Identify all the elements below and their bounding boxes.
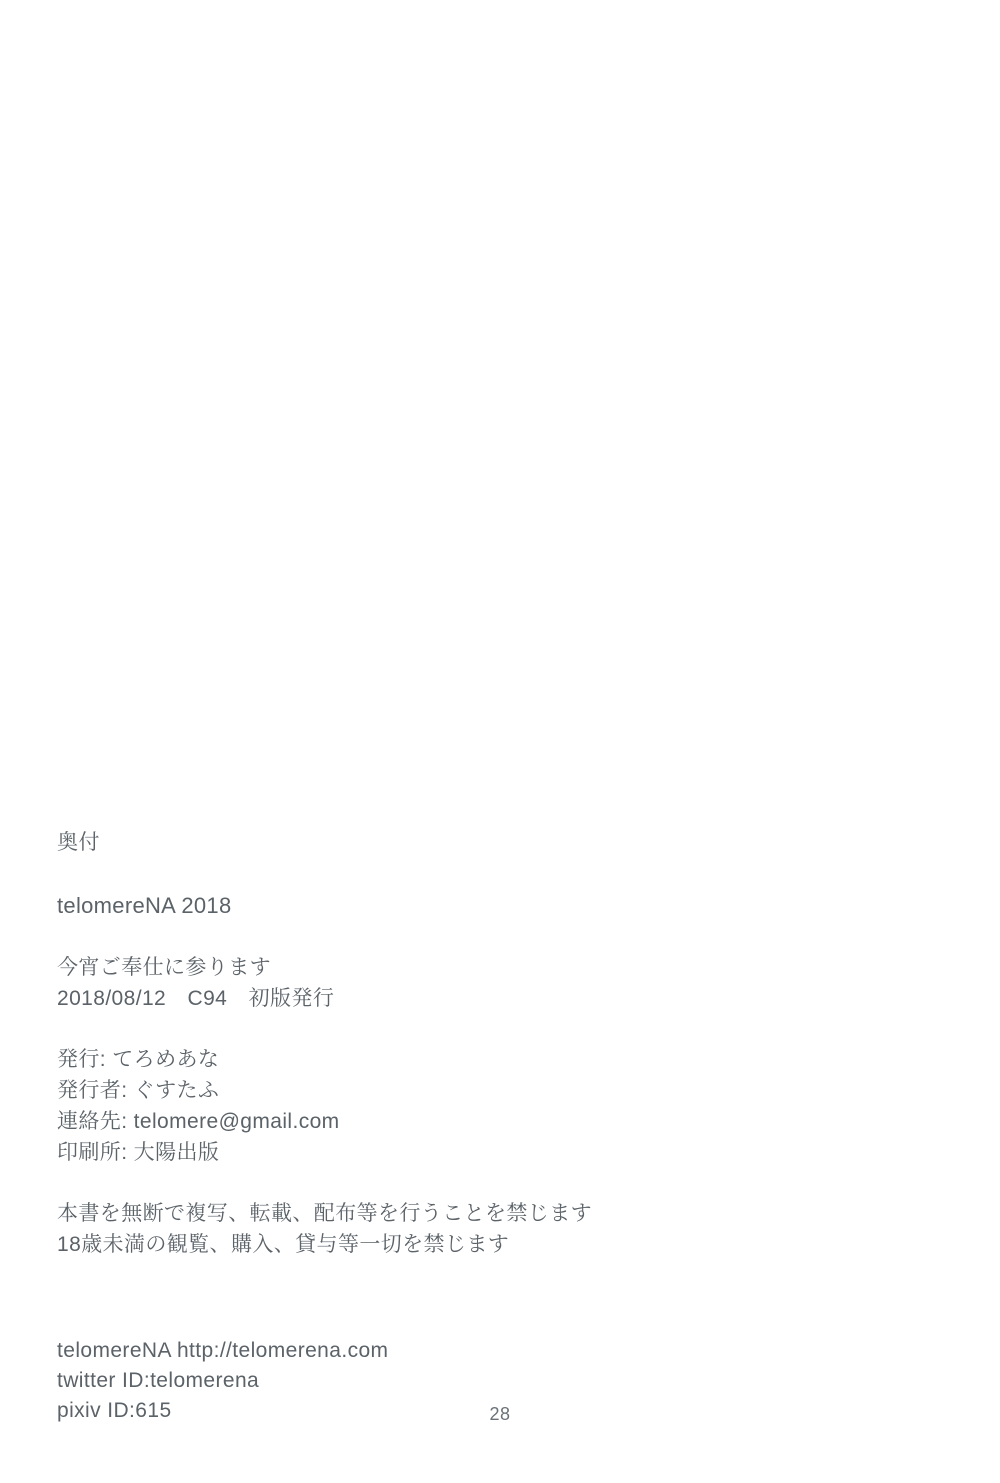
notice-line-1: 本書を無断で複写、転載、配布等を行うことを禁じます <box>57 1202 592 1226</box>
publisher-person: 発行者: ぐすたふ <box>57 1079 220 1103</box>
contact-email: 連絡先: telomere@gmail.com <box>57 1110 340 1134</box>
work-title: 今宵ご奉仕に参ります <box>57 956 271 980</box>
twitter-id: twitter ID:telomerena <box>57 1369 260 1393</box>
notice-line-2: 18歳未満の観覧、購入、貸与等一切を禁じます <box>57 1233 510 1257</box>
notice-block <box>57 1198 757 1260</box>
page-title: 奥付 <box>57 831 100 854</box>
website-link: telomereNA http://telomerena.com <box>57 1339 389 1363</box>
printer: 印刷所: 大陽出版 <box>57 1141 220 1165</box>
pixiv-id: pixiv ID:615 <box>57 1399 172 1423</box>
release-date: 2018/08/12 C94 初版発行 <box>57 987 335 1011</box>
colophon-section <box>57 828 757 1456</box>
publisher: 発行: てろめあな <box>57 1048 220 1072</box>
page-number: 28 <box>489 1404 511 1424</box>
publication-block <box>57 1044 757 1168</box>
circle-name-year: telomereNA 2018 <box>57 893 232 919</box>
title-block <box>57 952 757 1014</box>
